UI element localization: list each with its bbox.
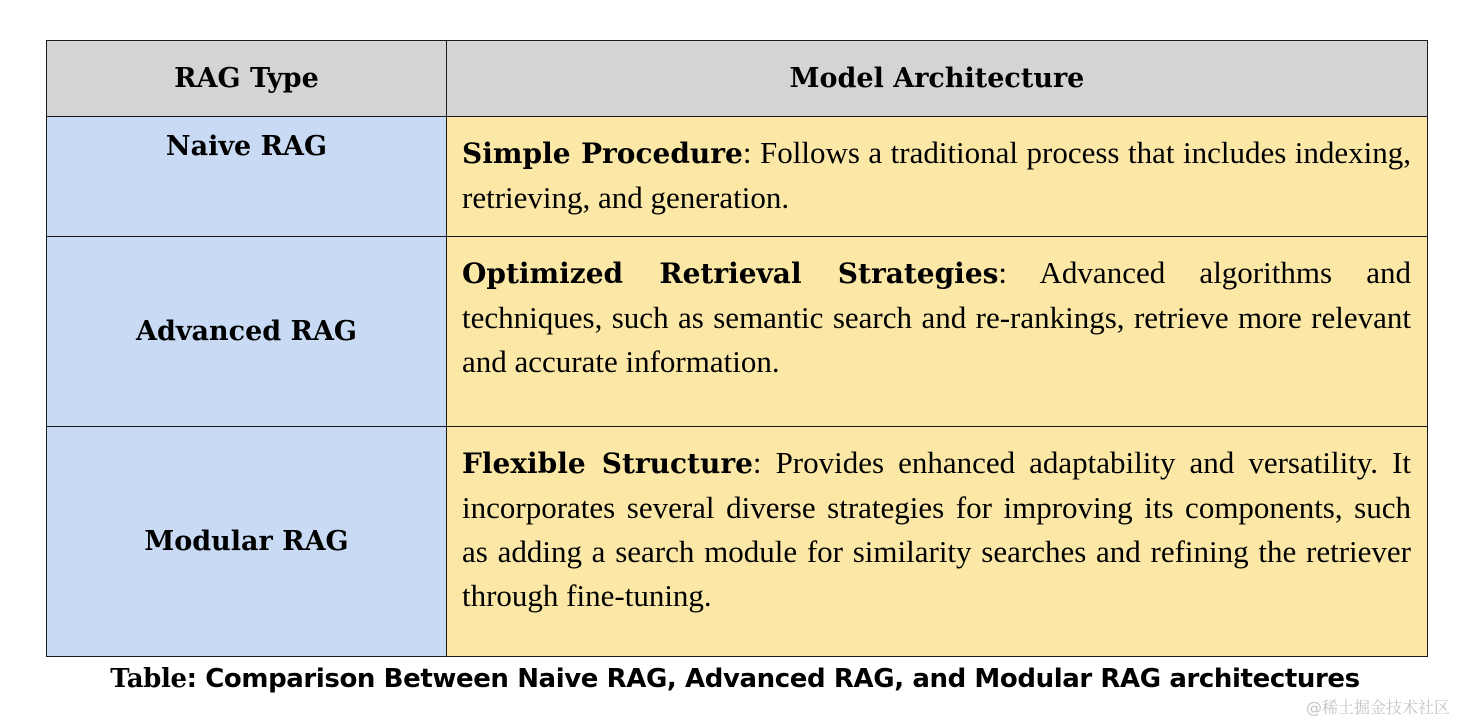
architecture-cell — [447, 427, 1428, 657]
architecture-description: Provides enhanced adaptability and versatility. It incorporates several diverse strategies for improving its components, such as adding a search module for similarity searches and refining the retriever through fine-tuning. — [462, 445, 1412, 613]
rag-type-cell: Modular RAG — [47, 427, 447, 657]
header-model-architecture: Model Architecture — [447, 41, 1428, 117]
term-separator: : — [742, 135, 752, 170]
header-rag-type: RAG Type — [47, 41, 447, 117]
table-caption — [0, 664, 1458, 694]
architecture-description: Follows a traditional process that includes indexing, retrieving, and generation. — [462, 135, 1411, 215]
caption-text: : Comparison Between Naive RAG, Advanced RAG, and Modular RAG architectures — [186, 664, 1360, 694]
caption-lead: Table — [110, 664, 187, 694]
rag-type-cell: Naive RAG — [47, 117, 447, 237]
rag-type-cell: Advanced RAG — [47, 237, 447, 427]
table-row-naive-rag — [47, 117, 1428, 237]
architecture-term: Simple Procedure — [462, 137, 743, 170]
term-separator: : — [752, 445, 762, 480]
rag-comparison-table — [46, 40, 1428, 657]
architecture-term: Optimized Retrieval Strategies — [462, 257, 999, 290]
term-separator: : — [998, 255, 1008, 290]
architecture-cell — [447, 237, 1428, 427]
table-row-advanced-rag — [47, 237, 1428, 427]
architecture-cell — [447, 117, 1428, 237]
architecture-description: Advanced algorithms and techniques, such as semantic search and re-rankings, retrieve more relevant and accurate information. — [462, 255, 1412, 379]
watermark: @稀土掘金技术社区 — [1305, 698, 1450, 717]
table-row-modular-rag — [47, 427, 1428, 657]
table-header-row — [47, 41, 1428, 117]
architecture-term: Flexible Structure — [462, 447, 753, 480]
